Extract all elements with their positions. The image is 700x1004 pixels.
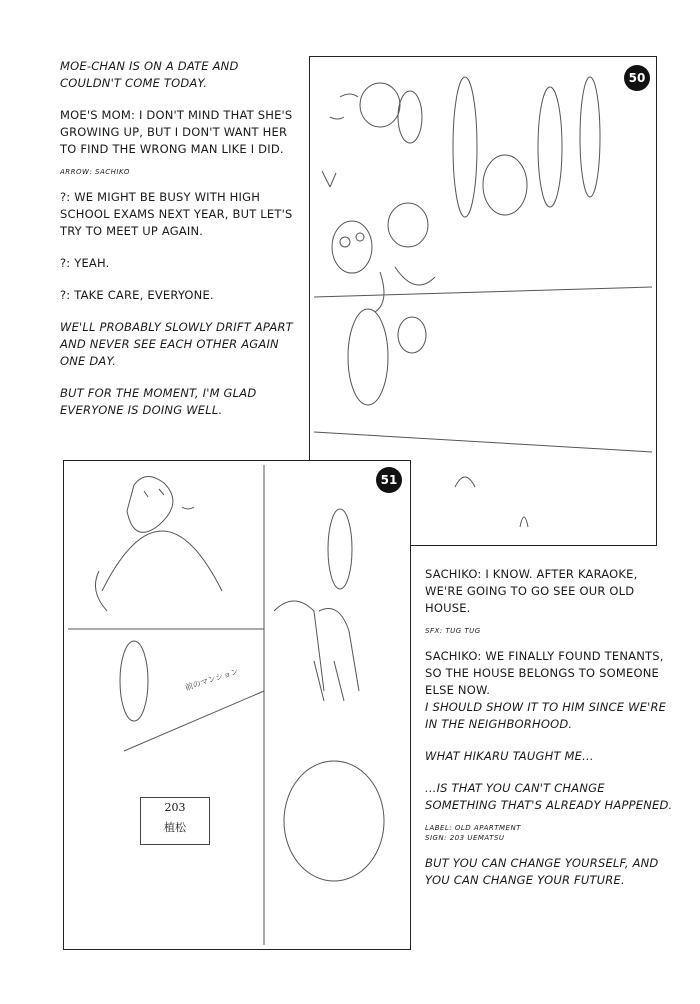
caption-text: ?: YEAH. <box>60 256 110 270</box>
right-text-column <box>425 566 675 904</box>
sketch-drawing <box>64 461 410 949</box>
caption-text: BUT FOR THE MOMENT, I'M GLAD EVERYONE IS DOING WELL. <box>60 386 257 417</box>
caption-text: BUT YOU CAN CHANGE YOURSELF, AND YOU CAN CHANGE YOUR FUTURE. <box>425 856 659 887</box>
caption-text: I SHOULD SHOW IT TO HIM SINCE WE'RE IN THE NEIGHBORHOOD. <box>425 700 667 731</box>
apartment-sign <box>140 797 210 845</box>
left-text-column <box>60 58 300 434</box>
caption-text: ...IS THAT YOU CAN'T CHANGE SOMETHING THAT'S ALREADY HAPPENED. <box>425 781 673 812</box>
caption-text: WE'LL PROBABLY SLOWLY DRIFT APART AND NEVER SEE EACH OTHER AGAIN ONE DAY. <box>60 320 293 368</box>
caption-text: WHAT HIKARU TAUGHT ME... <box>425 749 594 763</box>
caption-label: LABEL: OLD APARTMENT SIGN: 203 UEMATSU <box>425 824 521 842</box>
sign-number: 203 <box>164 801 186 814</box>
old-apartment-label: 前のマンション <box>183 666 240 693</box>
caption-label: SFX: TUG TUG <box>425 627 481 635</box>
caption-text: SACHIKO: WE FINALLY FOUND TENANTS, SO THE HOUSE BELONGS TO SOMEONE ELSE NOW. <box>425 649 664 697</box>
page-number-badge: 51 <box>376 467 402 493</box>
caption-label: ARROW: SACHIKO <box>60 168 130 176</box>
sketch-page-51 <box>63 460 411 950</box>
caption-text: ?: WE MIGHT BE BUSY WITH HIGH SCHOOL EXAMS NEXT YEAR, BUT LET'S TRY TO MEET UP AGAIN. <box>60 190 293 238</box>
caption-text: MOE'S MOM: I DON'T MIND THAT SHE'S GROWING UP, BUT I DON'T WANT HER TO FIND THE WRONG MAN LIKE I DID. <box>60 108 293 156</box>
sign-name: 植松 <box>164 821 186 834</box>
caption-text: ?: TAKE CARE, EVERYONE. <box>60 288 214 302</box>
caption-text: MOE-CHAN IS ON A DATE AND COULDN'T COME TODAY. <box>60 59 239 90</box>
page-number-badge: 50 <box>624 65 650 91</box>
caption-text: SACHIKO: I KNOW. AFTER KARAOKE, WE'RE GOING TO GO SEE OUR OLD HOUSE. <box>425 567 638 615</box>
